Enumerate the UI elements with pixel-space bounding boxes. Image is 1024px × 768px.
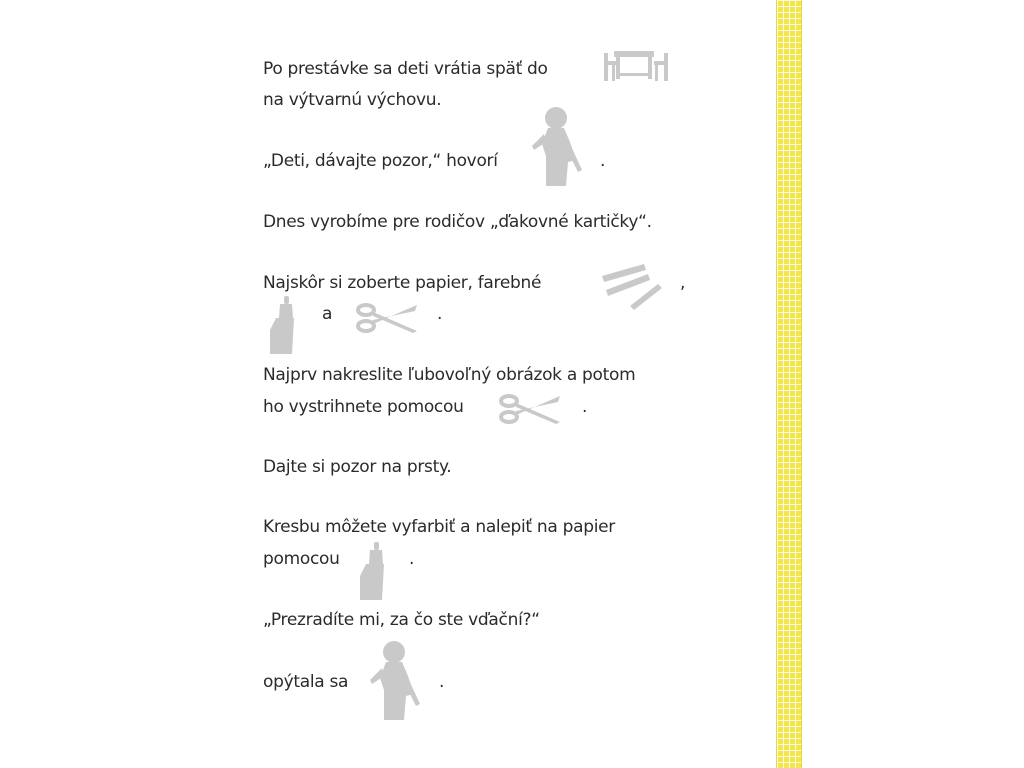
story-line-10: Kresbu môžete vyfarbiť a nalepiť na papier [263, 517, 615, 537]
story-line-11: pomocou [263, 549, 340, 569]
story-line-7: Najprv nakreslite ľubovoľný obrázok a potom [263, 365, 636, 385]
story-line-2: na výtvarnú výchovu. [263, 90, 442, 110]
story-line-13: opýtala sa [263, 672, 349, 692]
story-line-6-end: . [437, 304, 443, 324]
desk-chairs-icon [602, 47, 672, 87]
story-line-9: Dajte si pozor na prsty. [263, 457, 452, 477]
story-line-5-end: , [680, 273, 686, 293]
story-line-8: ho vystrihnete pomocou [263, 397, 464, 417]
story-line-4: Dnes vyrobíme pre rodičov „ďakovné kartičky“. [263, 212, 652, 232]
scissors-icon [498, 392, 564, 426]
story-line-12: „Prezradíte mi, za čo ste vďační?“ [263, 610, 540, 630]
story-line-6-a: a [322, 304, 333, 324]
scissors-icon [355, 301, 421, 335]
story-line-1: Po prestávke sa deti vrátia späť do [263, 59, 548, 79]
story-line-5: Najskôr si zoberte papier, farebné [263, 273, 542, 293]
story-line-11-end: . [409, 549, 415, 569]
story-line-3-end: . [600, 151, 606, 171]
story-line-8-end: . [582, 397, 588, 417]
glue-bottle-icon [266, 296, 296, 356]
story-line-3: „Deti, dávajte pozor,“ hovorí [263, 151, 498, 171]
teacher-silhouette-icon [362, 638, 426, 722]
yellow-grid-stripe [776, 0, 802, 768]
glue-bottle-icon [356, 542, 386, 602]
teacher-silhouette-icon [524, 104, 588, 188]
crayons-icon [600, 262, 670, 310]
story-line-13-end: . [439, 672, 445, 692]
